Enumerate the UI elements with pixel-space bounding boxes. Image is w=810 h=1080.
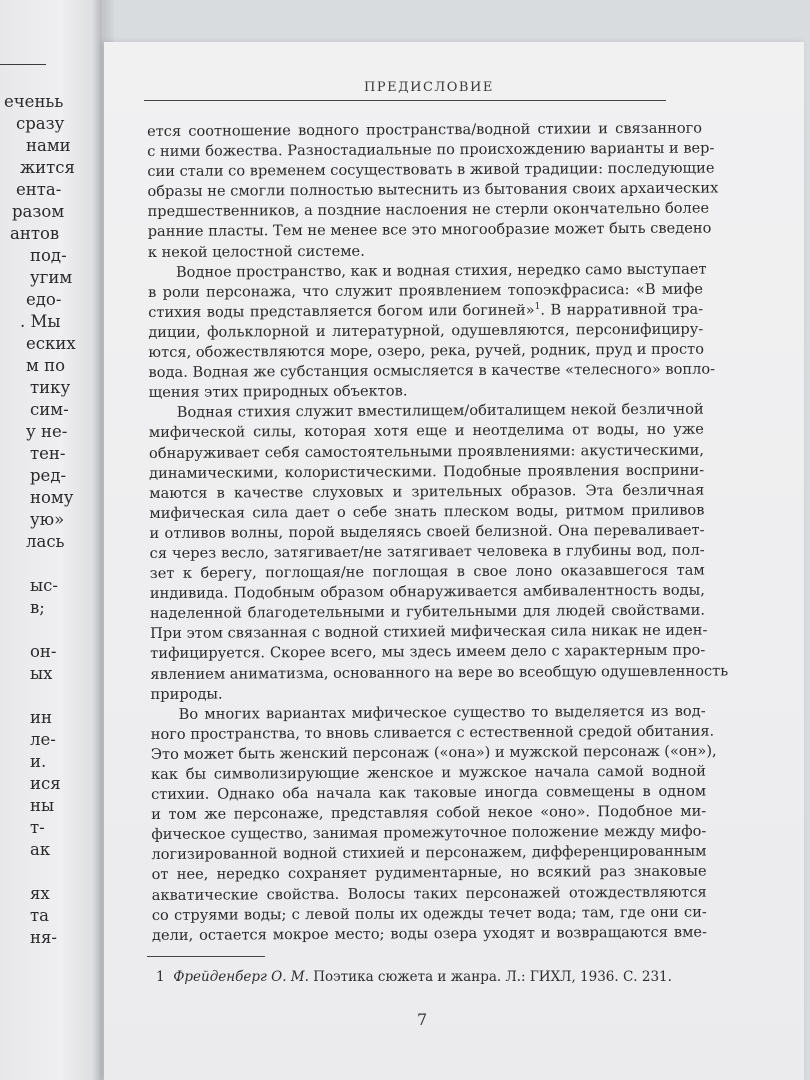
text-line: со струями воды; с левой полы их одежды течет вода; там, где они си- bbox=[151, 903, 707, 924]
running-head: ПРЕДИСЛОВИЕ bbox=[364, 80, 494, 95]
text-line: мифическая сила дает о себе знать плеском воды, ритмом приливов bbox=[149, 501, 705, 522]
previous-page-fragment: ыс- bbox=[30, 576, 58, 595]
footnote bbox=[156, 969, 672, 985]
text-line: с ними божества. Разностадиальные по происхождению варианты и вер- bbox=[147, 139, 715, 161]
previous-page bbox=[0, 0, 102, 1080]
text-line: стихии. Однако оба начала как таковые иногда совмещены в одном bbox=[151, 782, 707, 804]
text-segment: . В нарративной тра- bbox=[540, 300, 704, 319]
text-segment: стихия воды представляется богом или богиней» bbox=[148, 301, 535, 321]
text-line: к некой целостной системе. bbox=[147, 242, 365, 261]
previous-page-fragment: ак bbox=[30, 840, 51, 859]
previous-page-rule bbox=[0, 64, 46, 65]
previous-page-fragment: сим- bbox=[30, 400, 69, 419]
book-page bbox=[104, 42, 804, 1080]
previous-page-fragment: тен- bbox=[30, 444, 66, 463]
previous-page-fragment: ента- bbox=[16, 180, 62, 199]
text-line: природы. bbox=[150, 685, 223, 703]
text-line: Во многих вариантах мифическое существо то выделяется из вод- bbox=[178, 702, 706, 723]
text-line: ранние пласты. Тем не менее все это многообразие может быть сведено bbox=[147, 220, 712, 241]
running-head-rule bbox=[144, 100, 666, 101]
previous-page-fragment: т- bbox=[30, 818, 45, 837]
text-line: ного пространства, то вновь сливается с естественной средой обитания. bbox=[150, 722, 715, 743]
previous-page-fragment: разом bbox=[12, 202, 65, 221]
text-line: обнаруживает себя самостоятельными проявлениями: акустическими, bbox=[148, 441, 705, 462]
previous-page-fragment: ному bbox=[30, 488, 74, 507]
previous-page-fragment: ня- bbox=[30, 928, 57, 947]
previous-page-fragment: едо- bbox=[26, 290, 62, 309]
footnote-author: Фрейденберг О. М. bbox=[173, 969, 309, 985]
previous-page-fragment: лась bbox=[26, 532, 65, 551]
previous-page-fragment: ред- bbox=[30, 466, 67, 485]
previous-page-fragment: жится bbox=[20, 158, 75, 177]
text-line: логизированной водной стихией и персонажем, дифференцированным bbox=[151, 842, 707, 864]
text-line: ется соотношение водного пространства/водной стихии и связанного bbox=[147, 119, 703, 140]
text-line: вода. Водная же субстанция осмысляется в качестве «телесного» вопло- bbox=[148, 360, 716, 382]
previous-page-fragment: еченьь bbox=[4, 92, 64, 111]
text-line: При этом связанная с водной стихией мифическая сила никак не иден- bbox=[150, 621, 708, 643]
text-line: явлением аниматизма, основанного на вере во всеобщую одушевленность bbox=[150, 661, 729, 683]
previous-page-fragment: ин bbox=[30, 708, 52, 727]
previous-page-fragment: та bbox=[30, 906, 49, 925]
text-line: сии стали со временем сосуществовать в живой традиции: последующие bbox=[147, 159, 715, 181]
previous-page-fragment: ых bbox=[30, 664, 53, 683]
previous-page-fragment: у не- bbox=[26, 422, 68, 441]
text-line: ся через весло, затягивает/не затягивает человека в глубины вод, пол- bbox=[149, 541, 705, 562]
text-line: в роли персонажа, что служит проявлением топоэкфрасиса: «В мифе bbox=[147, 280, 704, 301]
body-text bbox=[147, 119, 729, 946]
previous-page-fragment: ях bbox=[30, 884, 50, 903]
text-line: дели, остается мокрое место; воды озера уходят и возвращаются вме- bbox=[151, 923, 708, 944]
previous-page-fragment: угим bbox=[30, 268, 73, 287]
text-line: предшественников, а поздние наслоения не стерли окончательно более bbox=[147, 199, 710, 221]
previous-page-fragment: еских bbox=[26, 334, 76, 353]
previous-page-fragment: ны bbox=[30, 796, 55, 815]
text-line: зет к берегу, поглощая/не поглощая в свое лоно оказавшегося там bbox=[149, 561, 705, 583]
text-line: индивида. Подобным образом обнаруживается амбивалентность воды, bbox=[149, 581, 705, 603]
text-line: тифицируется. Скорее всего, мы здесь имеем дело с характерным про- bbox=[150, 642, 706, 663]
previous-page-fragment: ле- bbox=[30, 730, 56, 749]
previous-page-fragment: в; bbox=[30, 598, 45, 617]
text-line: Водная стихия служит вместилищем/обиталищем некой безличной bbox=[176, 400, 704, 422]
footnote-number: 1 bbox=[156, 969, 165, 985]
text-line: и отливов волны, порой выделяясь своей белизной. Она переваливает- bbox=[149, 521, 705, 542]
text-line: мифической силы, которая хотя еще и неотделима от воды, но уже bbox=[148, 421, 704, 442]
text-line: диции, фольклорной и литературной, одушевляются, персонифициру- bbox=[148, 320, 704, 341]
text-line: щения этих природных объектов. bbox=[148, 382, 408, 402]
text-line: акватические свойства. Волосы таких персонажей отождествляются bbox=[151, 883, 707, 904]
previous-page-fragment: . Мы bbox=[20, 312, 61, 331]
text-line: от нее, нередко сохраняет рудиментарные, но всякий раз знаковые bbox=[151, 863, 707, 884]
previous-page-fragment: м по bbox=[26, 356, 66, 375]
footnote-rule bbox=[147, 956, 265, 957]
text-line: наделенной благодетельными и губительными для людей свойствами. bbox=[149, 601, 706, 623]
text-line: Это может быть женский персонаж («она») и мужской персонаж («он»), bbox=[150, 742, 717, 763]
previous-page-fragment: нами bbox=[26, 136, 71, 155]
previous-page-fragment: ую» bbox=[30, 510, 65, 529]
text-line: и том же персонаже, представляя собой некое «оно». Подобное ми- bbox=[151, 802, 707, 824]
text-line: как бы символизирующие женское и мужское начала самой водной bbox=[150, 762, 707, 783]
previous-page-fragment: сразу bbox=[16, 114, 65, 133]
text-line: Водное пространство, как и водная стихия, нередко само выступает bbox=[175, 260, 707, 281]
previous-page-fragment: ися bbox=[30, 774, 61, 793]
footnote-ref[interactable]: 1 bbox=[534, 301, 541, 312]
previous-page-fragment: тику bbox=[30, 378, 71, 397]
footnote-text: Поэтика сюжета и жанра. Л.: ГИХЛ, 1936. С. 231. bbox=[308, 969, 672, 985]
previous-page-fragment: антов bbox=[10, 224, 60, 243]
text-line: маются в качестве слуховых и зрительных образов. Эта безличная bbox=[149, 481, 705, 502]
previous-page-fragment: и. bbox=[30, 752, 47, 771]
text-line: ются, обожествляются море, озеро, река, ручей, родник, пруд и просто bbox=[148, 340, 705, 362]
text-line: динамическими, колористическими. Подобные проявления восприни- bbox=[149, 461, 705, 482]
text-line: образы не смогли полностью вытеснить из бытования своих архаических bbox=[147, 179, 719, 201]
previous-page-fragment: он- bbox=[30, 642, 57, 661]
text-line: фическое существо, занимая промежуточное положение между мифо- bbox=[151, 822, 707, 844]
previous-page-fragment: под- bbox=[30, 246, 67, 265]
page-number: 7 bbox=[417, 1010, 428, 1029]
